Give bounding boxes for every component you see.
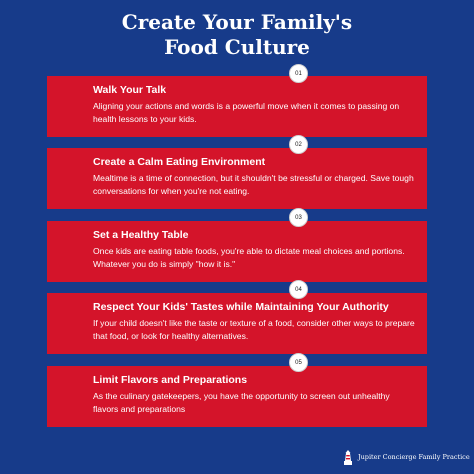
step-number-badge: 05 — [289, 353, 308, 372]
step-body: Aligning your actions and words is a powerful move when it comes to passing on health lessons to your kids. — [93, 101, 400, 124]
step-card-3 — [47, 221, 427, 282]
step-heading: Respect Your Kids' Tastes while Maintaining Your Authority — [93, 301, 389, 313]
step-body: As the culinary gatekeepers, you have the opportunity to screen out unhealthy flavors and preparations — [93, 391, 390, 414]
title-line-2: Food Culture — [164, 35, 310, 59]
step-body: Mealtime is a time of connection, but it shouldn't be stressful or charged. Save tough conversations for when you're not eating. — [93, 173, 414, 196]
step-card-1 — [47, 76, 427, 137]
step-number-badge: 01 — [289, 64, 308, 83]
step-body: Once kids are eating table foods, you're able to dictate meal choices and portions. Whatever you do is simply "how it is." — [93, 246, 405, 269]
title-line-1: Create Your Family's — [121, 10, 353, 34]
step-number-badge: 04 — [289, 280, 308, 299]
step-heading: Create a Calm Eating Environment — [93, 156, 266, 168]
step-heading: Limit Flavors and Preparations — [93, 374, 248, 386]
step-heading: Set a Healthy Table — [93, 229, 189, 241]
step-card-2 — [47, 148, 427, 209]
lighthouse-icon — [342, 449, 354, 465]
practice-name: Jupiter Concierge Family Practice — [358, 453, 470, 461]
step-heading: Walk Your Talk — [93, 84, 167, 96]
step-card-4 — [47, 293, 427, 354]
practice-footer — [342, 449, 470, 465]
step-number-badge: 03 — [289, 208, 308, 227]
page-title — [0, 10, 474, 60]
step-body: If your child doesn't like the taste or texture of a food, consider other ways to prepare that food, or look for healthy alternatives. — [93, 318, 415, 341]
step-number-badge: 02 — [289, 135, 308, 154]
step-card-5 — [47, 366, 427, 427]
